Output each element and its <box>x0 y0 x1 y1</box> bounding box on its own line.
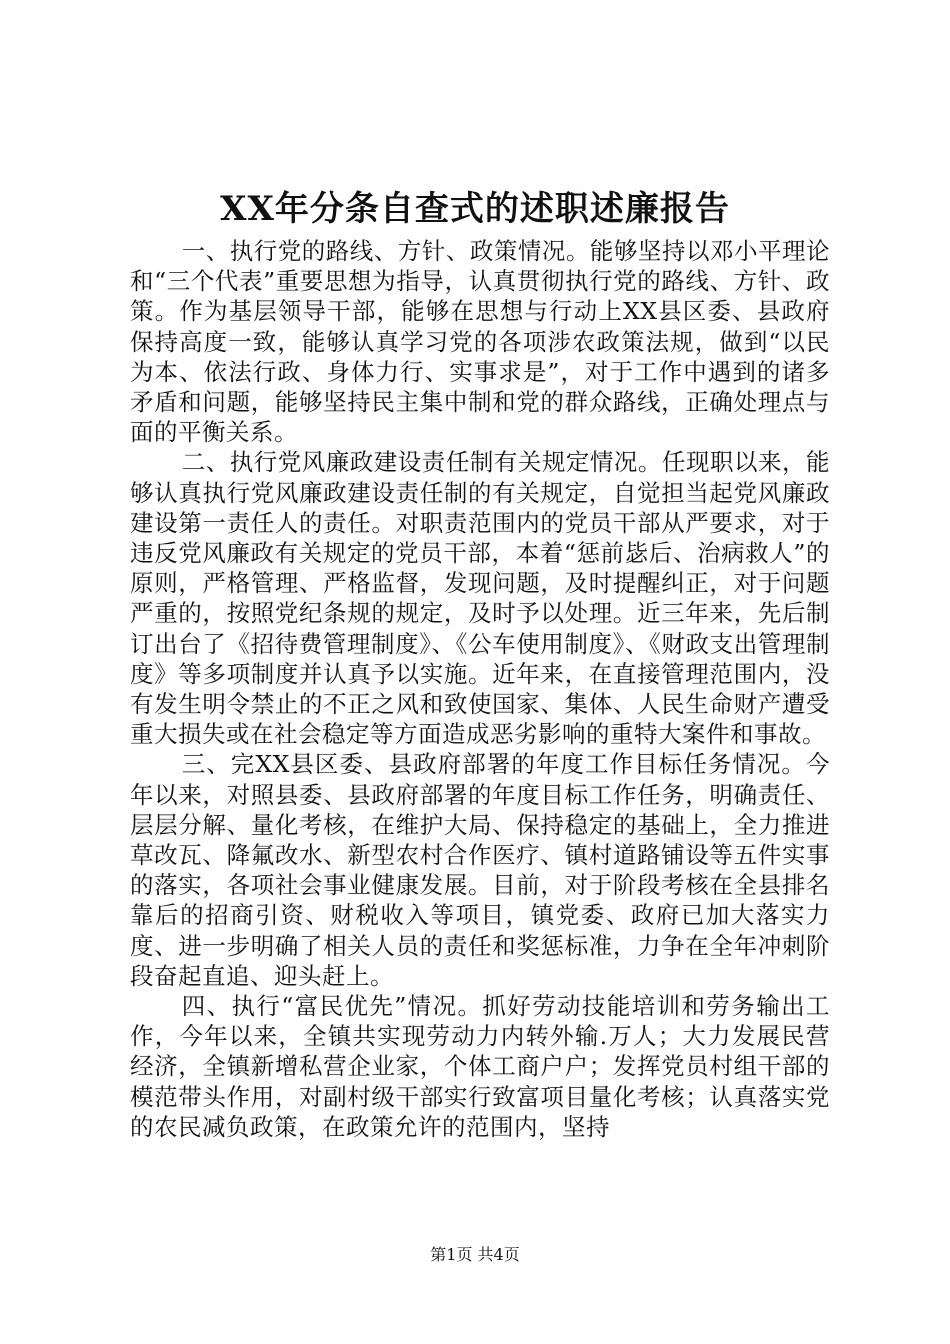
paragraph-3: 三、完XX县区委、县政府部署的年度工作目标任务情况。今年以来，对照县委、县政府部署的年度目标工作任务，明确责任、层层分解、量化考核，在维护大局、保持稳定的基础上，全力推进草改瓦、降氟改水、新型农村合作医疗、镇村道路铺设等五件实事的落实，各项社会事业健康发展。目前，对于阶段考核在全县排名靠后的招商引资、财税收入等项目，镇党委、政府已加大落实力度、进一步明确了相关人员的责任和奖惩标准，力争在全年冲刺阶段奋起直追、迎头赶上。 <box>130 750 830 990</box>
paragraph-1: 一、执行党的路线、方针、政策情况。能够坚持以邓小平理论和“三个代表”重要思想为指导，认真贯彻执行党的路线、方针、政策。作为基层领导干部，能够在思想与行动上XX县区委、县政府保持高度一致，能够认真学习党的各项涉农政策法规，做到“以民为本、依法行政、身体力行、实事求是”，对于工作中遇到的诸多矛盾和问题，能够坚持民主集中制和党的群众路线，正确处理点与面的平衡关系。 <box>130 237 830 447</box>
paragraph-2: 二、执行党风廉政建设责任制有关规定情况。任现职以来，能够认真执行党风廉政建设责任制的有关规定，自觉担当起党风廉政建设第一责任人的责任。对职责范围内的党员干部从严要求，对于违反党风廉政有关规定的党员干部，本着“惩前毖后、治病救人”的原则，严格管理、严格监督，发现问题，及时提醒纠正，对于问题严重的，按照党纪条规的规定，及时予以处理。近三年来，先后制订出台了《招待费管理制度》、《公车使用制度》、《财政支出管理制度》等多项制度并认真予以实施。近年来，在直接管理范围内，没有发生明令禁止的不正之风和致使国家、集体、人民生命财产遭受重大损失或在社会稳定等方面造成恶劣影响的重特大案件和事故。 <box>130 448 830 749</box>
page-number-footer: 第1页 共4页 <box>430 1245 520 1264</box>
document-title: XX年分条自查式的述职述廉报告 <box>220 189 730 229</box>
paragraph-4: 四、执行“富民优先”情况。抓好劳动技能培训和劳务输出工作，今年以来，全镇共实现劳动力内转外输.万人；大力发展民营经济，全镇新增私营企业家，个体工商户户；发挥党员村组干部的模范带头作用，对副村级干部实行致富项目量化考核；认真落实党的农民减负政策，在政策允许的范围内，坚持 <box>130 992 830 1141</box>
document-body <box>130 236 830 1142</box>
